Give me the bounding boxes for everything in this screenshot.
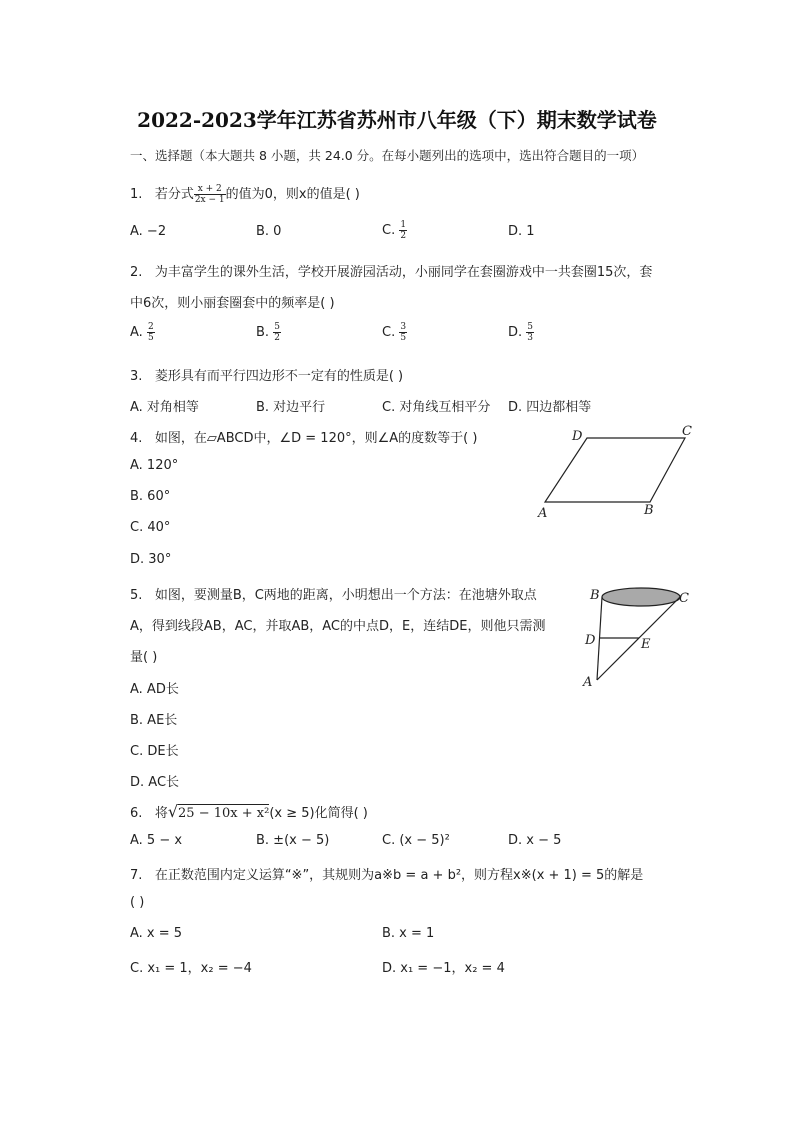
option-c [382, 220, 407, 241]
fraction-numerator: 2 [147, 322, 154, 332]
question-6 [130, 802, 368, 821]
question-text: 若分式 [154, 187, 194, 202]
option-label: C. [382, 223, 396, 238]
question-3 [130, 365, 403, 384]
option-b: B. AE长 [130, 713, 178, 728]
option-a [130, 322, 155, 343]
option-d: D. AC长 [130, 775, 180, 790]
point-label-e: E [641, 637, 651, 652]
question-number: 6. [130, 806, 143, 821]
option-c: C. (x − 5)² [382, 833, 450, 848]
option-label: C. [382, 325, 396, 340]
option-a: A. 120° [130, 458, 179, 473]
fraction [526, 322, 534, 343]
option-d: D. x − 5 [508, 833, 562, 848]
section-heading: 一、选择题（本大题共 8 小题，共 24.0 分。在每小题列出的选项中，选出符合题目的一项） [130, 148, 645, 163]
question-number: 2. [130, 265, 143, 280]
pond-figure [575, 580, 700, 690]
fraction-denominator: 5 [400, 333, 407, 343]
vertex-label-b: B [644, 503, 654, 518]
fraction-numerator: 5 [274, 322, 280, 332]
fraction [147, 322, 155, 343]
vertex-label-a: A [538, 506, 548, 521]
parallelogram-figure [530, 420, 700, 525]
option-a: A. AD长 [130, 682, 179, 697]
radicand: 25 − 10x + x² [178, 806, 270, 821]
option-c: C. x₁ = 1，x₂ = −4 [130, 961, 252, 976]
page-title: 2022-2023学年江苏省苏州市八年级（下）期末数学试卷 [137, 108, 657, 132]
question-5-line-3: 量( ) [130, 650, 158, 665]
option-c: C. DE长 [130, 744, 179, 759]
fraction-denominator: 2 [400, 231, 407, 241]
pond-ellipse [602, 588, 680, 606]
question-number: 4. [130, 431, 143, 446]
question-7-line-1 [130, 864, 643, 883]
fraction-denominator: 2x − 1 [194, 195, 225, 205]
option-d: D. 30° [130, 552, 172, 567]
fraction-numerator: 1 [400, 220, 407, 230]
option-label: D. [508, 325, 523, 340]
point-label-c: C [679, 591, 689, 606]
point-label-b: B [590, 588, 600, 603]
question-number: 7. [130, 868, 143, 883]
question-5-line-2: A，得到线段AB，AC，并取AB，AC的中点D，E，连结DE，则他只需测 [130, 619, 546, 634]
vertex-label-c: C [682, 424, 692, 439]
question-1 [130, 183, 360, 205]
question-5-line-1 [130, 584, 537, 603]
question-text: 菱形具有而平行四边形不一定有的性质是( ) [154, 369, 404, 384]
fraction [273, 322, 281, 343]
option-b: B. 0 [256, 224, 282, 239]
question-number: 3. [130, 369, 143, 384]
option-label: B. [256, 325, 270, 340]
sqrt-sign: √ [167, 802, 179, 821]
option-a: A. 5 − x [130, 833, 183, 848]
fraction-numerator: x + 2 [194, 184, 226, 195]
question-7-line-2: ( ) [130, 895, 145, 910]
fraction-denominator: 5 [147, 333, 154, 343]
fraction-denominator: 3 [527, 333, 534, 343]
option-b: B. 60° [130, 489, 171, 504]
fraction-denominator: 2 [274, 333, 280, 343]
option-a: A. −2 [130, 224, 167, 239]
point-label-a: A [583, 675, 593, 690]
option-c: C. 对角线互相平分 [382, 400, 491, 415]
option-d: D. x₁ = −1，x₂ = 4 [382, 961, 505, 976]
parallelogram-abcd [545, 438, 685, 502]
question-text: 的值为0，则x的值是( ) [225, 187, 360, 202]
option-a: A. x = 5 [130, 926, 183, 941]
question-text: 将 [154, 806, 168, 821]
option-c [382, 322, 407, 343]
point-label-d: D [585, 633, 596, 648]
question-text: 为丰富学生的课外生活，学校开展游园活动，小丽同学在套圈游戏中一共套圈15次，套 [154, 265, 653, 280]
question-text: 在正数范围内定义运算“※”，其规则为a※b = a + b²，则方程x※(x + 1) = 5的解是 [154, 868, 644, 883]
option-b: B. 对边平行 [256, 400, 326, 415]
vertex-label-d: D [572, 429, 583, 444]
option-d [508, 322, 534, 343]
question-text: (x ≥ 5)化简得( ) [269, 806, 368, 821]
option-c: C. 40° [130, 520, 171, 535]
option-a: A. 对角相等 [130, 400, 199, 415]
question-4 [130, 427, 477, 446]
question-number: 5. [130, 588, 143, 603]
question-text: 如图，在▱ABCD中，∠D = 120°，则∠A的度数等于( ) [154, 431, 478, 446]
fraction-numerator: 5 [527, 322, 534, 332]
option-b: B. ±(x − 5) [256, 833, 330, 848]
fraction [194, 184, 226, 205]
fraction-numerator: 3 [400, 322, 407, 332]
option-d: D. 四边都相等 [508, 400, 592, 415]
option-b [256, 322, 281, 343]
question-2-line-2: 中6次，则小丽套圈套中的频率是( ) [130, 296, 335, 311]
question-number: 1. [130, 187, 143, 202]
option-label: A. [130, 325, 143, 340]
fraction [399, 220, 407, 241]
question-2-line-1 [130, 261, 652, 280]
option-b: B. x = 1 [382, 926, 435, 941]
question-text: 如图，要测量B，C两地的距离，小明想出一个方法：在池塘外取点 [154, 588, 537, 603]
fraction [399, 322, 407, 343]
option-d: D. 1 [508, 224, 535, 239]
